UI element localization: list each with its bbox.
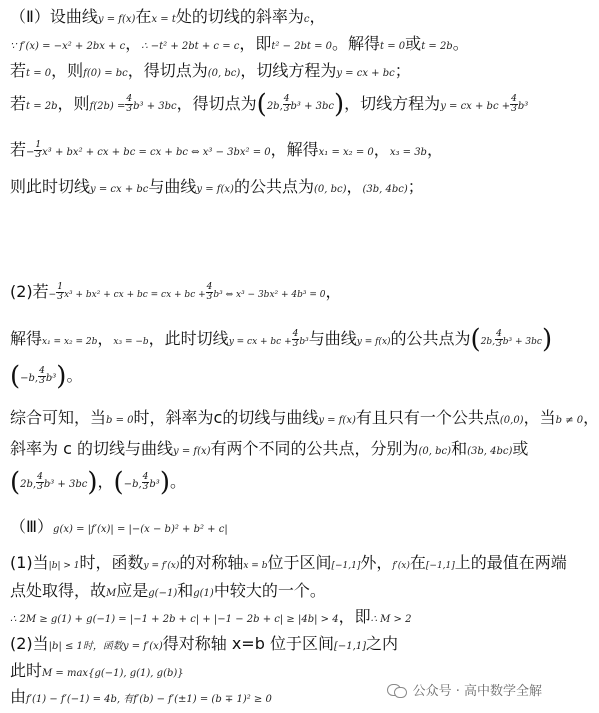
text: 与曲线 bbox=[308, 329, 357, 348]
math: − bbox=[26, 147, 35, 158]
denominator: 3 bbox=[35, 150, 42, 160]
math: ∴ −t² + 2bt + c = c bbox=[141, 41, 240, 52]
line-12 bbox=[10, 467, 546, 498]
text: 的公共点为 bbox=[390, 329, 471, 348]
math: y = f(x) bbox=[172, 446, 211, 457]
math: g(1) bbox=[193, 588, 214, 599]
text: 或 bbox=[512, 439, 529, 458]
text: ， bbox=[97, 472, 114, 491]
denominator: 3 bbox=[37, 482, 43, 492]
text: 在 bbox=[409, 553, 426, 572]
fraction bbox=[36, 473, 44, 492]
math: t² − 2bt = 0 bbox=[271, 41, 333, 52]
math: y = f(x) bbox=[97, 14, 136, 25]
text: 和 bbox=[451, 439, 468, 458]
paren: ( bbox=[10, 361, 21, 392]
line-5 bbox=[10, 139, 546, 164]
math: t = 2b bbox=[26, 101, 58, 112]
math: [−1,1] bbox=[331, 561, 361, 571]
text: ，即 bbox=[338, 607, 371, 626]
watermark bbox=[387, 680, 542, 699]
text: ， bbox=[309, 7, 326, 26]
fraction bbox=[495, 330, 503, 349]
math: f′(x) bbox=[392, 561, 410, 571]
text: 时，函数 bbox=[79, 553, 144, 572]
text: 外， bbox=[360, 553, 393, 572]
text: 或 bbox=[405, 34, 422, 53]
math: b³ + 3bc bbox=[133, 101, 177, 112]
text: ，切线方程为 bbox=[240, 61, 337, 80]
paren: ) bbox=[56, 361, 67, 392]
math: − bbox=[48, 290, 57, 300]
line-17 bbox=[10, 633, 546, 658]
math: 2b, bbox=[480, 337, 496, 347]
text: 。解得 bbox=[332, 34, 381, 53]
line-8 bbox=[10, 324, 553, 355]
text: 时，斜率为c的切线与曲线 bbox=[133, 408, 319, 427]
text: 之内 bbox=[366, 634, 399, 653]
text: 与曲线 bbox=[148, 177, 197, 196]
math: g(x) = |f′(x)| = |−(x − b)² + b² + c| bbox=[53, 524, 228, 535]
text: 处的切线的斜率为 bbox=[175, 7, 304, 26]
math: b³ + 3bc bbox=[290, 101, 335, 112]
math: x = t bbox=[151, 14, 176, 25]
text: 有两个不同的公共点，分别为 bbox=[210, 439, 419, 458]
numerator: 4 bbox=[142, 472, 149, 482]
text: 中较大的一个。 bbox=[213, 581, 326, 600]
line-4 bbox=[10, 89, 546, 120]
math: ∵ f′(x) = −x² + 2bx + c bbox=[10, 41, 126, 52]
math: 2b, bbox=[20, 479, 37, 490]
math: t = 0 bbox=[26, 68, 52, 79]
line-15 bbox=[10, 580, 546, 605]
math: f(2b) = bbox=[89, 101, 126, 112]
math: b³ + 3bc bbox=[502, 337, 542, 347]
math: f′(1) − f′(−1) = 4b, 有f′(b) − f′(±1) = (b ∓ 1)² ≥ 0 bbox=[26, 694, 272, 705]
math: b³ bbox=[299, 337, 309, 347]
text: 位于区间 bbox=[267, 553, 332, 572]
numerator: 1 bbox=[57, 282, 63, 292]
text: 斜率为 c 的切线与曲线 bbox=[10, 439, 173, 458]
text: ， bbox=[325, 282, 342, 301]
text: ，则 bbox=[51, 61, 84, 80]
text: ，当 bbox=[523, 408, 556, 427]
math: b³ + 3bc bbox=[43, 479, 88, 490]
math: x₃ = −b bbox=[113, 337, 149, 347]
text: ，得切点为 bbox=[127, 61, 208, 80]
text: 有且只有一个公共点 bbox=[355, 408, 500, 427]
wechat-icon bbox=[387, 682, 407, 698]
text: (2)若 bbox=[10, 282, 49, 301]
math: (0, bc) bbox=[313, 184, 347, 195]
fraction bbox=[56, 283, 64, 302]
text: 上的最值在两端 bbox=[454, 553, 567, 572]
line-9 bbox=[10, 361, 546, 392]
paren: ) bbox=[159, 467, 170, 498]
text: ，得切点为 bbox=[176, 94, 257, 113]
denominator: 3 bbox=[39, 376, 45, 386]
text: 的对称轴 bbox=[179, 553, 244, 572]
text: 的公共点为 bbox=[233, 177, 314, 196]
line-6 bbox=[10, 176, 546, 201]
line-3 bbox=[10, 60, 546, 85]
math: (0, bc) bbox=[418, 446, 452, 457]
text: 由 bbox=[10, 687, 27, 706]
math: y = f′(x) bbox=[143, 561, 180, 571]
line-2 bbox=[10, 33, 546, 58]
math: y = cx + bc + bbox=[440, 101, 511, 112]
text: 则此时切线 bbox=[10, 177, 91, 196]
math: b³ bbox=[45, 373, 57, 384]
line-7 bbox=[10, 281, 546, 306]
line-14 bbox=[10, 552, 567, 577]
text: ，切线方程为 bbox=[344, 94, 441, 113]
text: 解得 bbox=[10, 329, 43, 348]
text: (1)当 bbox=[10, 553, 49, 572]
line-10 bbox=[10, 407, 599, 432]
math: x³ + bx² + cx + bc = cx + bc + bbox=[63, 290, 206, 300]
fraction bbox=[38, 367, 46, 386]
denominator: 3 bbox=[142, 482, 149, 492]
math: (3b, 4bc) bbox=[362, 184, 408, 195]
math: |b| ≤ 1时，函数 bbox=[48, 641, 123, 652]
math: (0,0) bbox=[499, 415, 524, 426]
math: (3b, 4bc) bbox=[467, 446, 513, 457]
text: ， bbox=[426, 140, 443, 159]
math: y = f(x) bbox=[318, 415, 356, 426]
text: （Ⅱ）设曲线 bbox=[10, 7, 98, 26]
paren: ) bbox=[87, 467, 98, 498]
numerator: 1 bbox=[35, 140, 42, 150]
text: 若 bbox=[10, 140, 27, 159]
line-16 bbox=[10, 606, 546, 631]
fraction bbox=[34, 141, 42, 160]
text: ， bbox=[125, 34, 142, 53]
math: b ≠ 0 bbox=[555, 415, 584, 426]
paren: ( bbox=[256, 89, 267, 120]
math: b = 0 bbox=[106, 415, 134, 426]
math: M bbox=[106, 588, 117, 599]
math: x₁ = x₂ = 2b bbox=[42, 337, 98, 347]
text: ， bbox=[346, 177, 363, 196]
numerator: 4 bbox=[496, 329, 502, 339]
math: b³ ⇔ x³ − 3bx² + 4b³ = 0 bbox=[213, 290, 326, 300]
math: M = max{g(−1), g(1), g(b)} bbox=[42, 668, 184, 679]
math: x₃ = 3b bbox=[389, 147, 427, 158]
numerator: 4 bbox=[37, 472, 43, 482]
denominator: 3 bbox=[206, 292, 213, 302]
text: ， bbox=[583, 408, 599, 427]
numerator: 4 bbox=[511, 94, 517, 104]
paren: ( bbox=[113, 467, 124, 498]
text: 点处取得，故 bbox=[10, 581, 107, 600]
math: |b| > 1 bbox=[48, 561, 80, 571]
math: −b, bbox=[123, 479, 142, 490]
math: y = cx + bc bbox=[336, 68, 395, 79]
text: 。 bbox=[66, 366, 83, 385]
text: ， bbox=[97, 329, 114, 348]
denominator: 3 bbox=[292, 339, 299, 349]
math: y = cx + bc + bbox=[228, 337, 292, 347]
text: 和 bbox=[177, 581, 194, 600]
paren: ( bbox=[470, 324, 481, 355]
paren: ) bbox=[334, 89, 345, 120]
numerator: 4 bbox=[206, 282, 213, 292]
math: b³ bbox=[149, 479, 160, 490]
text: ，则 bbox=[57, 94, 90, 113]
paren: ( bbox=[10, 467, 21, 498]
numerator: 4 bbox=[283, 94, 290, 104]
text: ，即 bbox=[239, 34, 272, 53]
text: ， bbox=[373, 140, 390, 159]
math: t = 2b bbox=[421, 41, 453, 52]
math: ∴ M > 2 bbox=[370, 614, 412, 625]
math: −b, bbox=[20, 373, 39, 384]
math: c bbox=[303, 14, 310, 25]
text: 此时 bbox=[10, 661, 43, 680]
math: x₁ = x₂ = 0 bbox=[318, 147, 374, 158]
text: 应是 bbox=[116, 581, 149, 600]
text: 若 bbox=[10, 94, 27, 113]
math: x³ + bx² + cx + bc = cx + bc ⇔ x³ − 3bx² = 0 bbox=[42, 147, 271, 158]
math: y = f(x) bbox=[356, 337, 391, 347]
text: 综合可知，当 bbox=[10, 408, 107, 427]
text: 。 bbox=[452, 34, 469, 53]
line-1 bbox=[10, 6, 546, 31]
fraction bbox=[283, 95, 291, 114]
numerator: 4 bbox=[292, 329, 299, 339]
text: ； bbox=[407, 177, 424, 196]
math: y = f(x) bbox=[196, 184, 234, 195]
math: b³ bbox=[517, 101, 529, 112]
math: [−1,1] bbox=[425, 561, 455, 571]
denominator: 3 bbox=[496, 339, 502, 349]
numerator: 4 bbox=[39, 366, 45, 376]
math: [−1,1] bbox=[333, 641, 367, 652]
fraction bbox=[510, 95, 518, 114]
math: y = f′(x) bbox=[122, 641, 163, 652]
text: ； bbox=[394, 61, 411, 80]
line-13 bbox=[10, 516, 546, 541]
line-11 bbox=[10, 438, 546, 463]
text: 若 bbox=[10, 61, 27, 80]
watermark-text: 公众号 · 高中数学全解 bbox=[412, 684, 542, 699]
math: t = 0 bbox=[380, 41, 406, 52]
denominator: 3 bbox=[126, 104, 133, 114]
text: 得对称轴 x=b 位于区间 bbox=[162, 634, 334, 653]
paren: ) bbox=[541, 324, 553, 355]
numerator: 4 bbox=[126, 94, 133, 104]
denominator: 3 bbox=[283, 104, 290, 114]
text: 在 bbox=[135, 7, 152, 26]
text: (2)当 bbox=[10, 634, 49, 653]
fraction bbox=[125, 95, 133, 114]
text: ，解得 bbox=[270, 140, 319, 159]
math: 2b, bbox=[266, 101, 283, 112]
math: f(0) = bc bbox=[83, 68, 128, 79]
denominator: 3 bbox=[57, 292, 63, 302]
math: (0, bc) bbox=[207, 68, 241, 79]
math: x = b bbox=[243, 561, 268, 571]
denominator: 3 bbox=[511, 104, 517, 114]
text: ，此时切线 bbox=[148, 329, 229, 348]
text: 。 bbox=[169, 472, 186, 491]
math: g(−1) bbox=[148, 588, 178, 599]
text: （Ⅲ） bbox=[10, 517, 54, 536]
math: ∴ 2M ≥ g(1) + g(−1) = |−1 + 2b + c| + |−1 − 2b + c| ≥ |4b| > 4 bbox=[10, 614, 339, 625]
math: y = cx + bc bbox=[90, 184, 149, 195]
